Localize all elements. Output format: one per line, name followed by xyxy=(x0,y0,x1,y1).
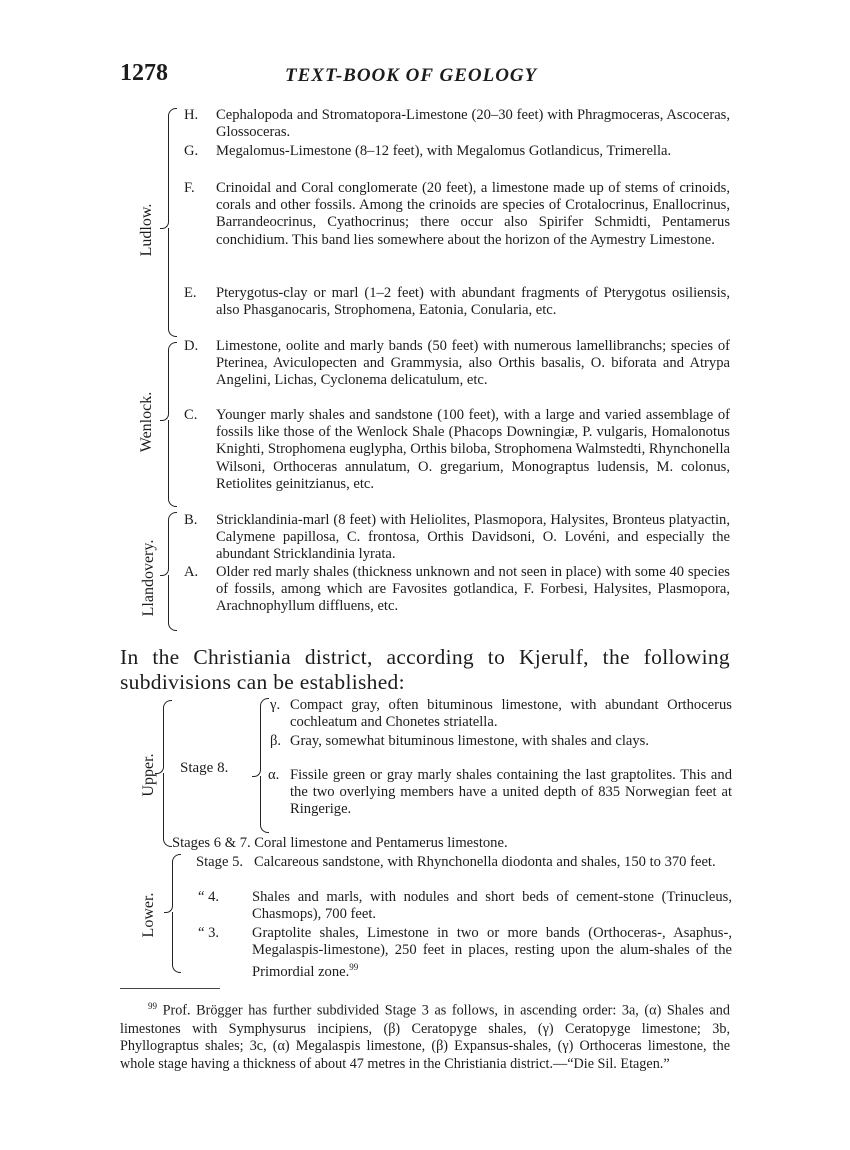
brace-stage8-top xyxy=(260,698,269,769)
entry-text: Gray, somewhat bituminous limestone, with shales and clays. xyxy=(290,733,649,749)
brace-wenlock-lower xyxy=(168,420,177,507)
stage-text: Shales and marls, with nodules and short beds of cement-stone (Trinucleus, Chasmops), 700 feet. xyxy=(252,889,732,923)
entry-letter: α. xyxy=(268,767,280,783)
entry-letter: G. xyxy=(184,143,199,159)
footnote-rule xyxy=(120,988,220,989)
brace-upper-top xyxy=(163,700,172,766)
brace-wenlock-upper xyxy=(168,342,177,413)
group-label-wenlock: Wenlock. xyxy=(138,391,155,453)
stages-6-7-line: Stages 6 & 7. Coral limestone and Pentamerus limestone. xyxy=(172,835,508,851)
entry-text: Stricklandinia-marl (8 feet) with Heliolites, Plasmopora, Halysites, Bronteus platyactin, Calymene papillosa, C. frontosa, Orthis Davidsoni, O. Lovéni, and especially the abundant Stricklandinia lyrata. xyxy=(216,512,730,563)
entry-text: Limestone, oolite and marly bands (50 feet) with numerous lamellibranchs; species of Pterinea, Aviculopecten and Grammysia, also Orthis basalis, O. biforata and Atrypa Angelini, Lichas, Cyclonema delicatulum, etc. xyxy=(216,338,730,389)
entry-text: Older red marly shales (thickness unknown and not seen in place) with some 40 species of fossils, among which are Favosites gotlandica, F. Forbesi, Halysites, Plasmopora, Arachnophyllum diffluens, etc. xyxy=(216,564,730,615)
footnote-reference: 99 xyxy=(349,962,359,973)
stage-text xyxy=(252,925,732,981)
stage-3-text: Graptolite shales, Limestone in two or more bands (Orthoceras-, Asaphus-, Megalaspis-limestone), 250 feet in places, resting upon the alum-shales of the Primordial zone. xyxy=(252,925,732,981)
entry-letter: C. xyxy=(184,407,198,423)
footnote-text: Prof. Brögger has further subdivided Stage 3 as follows, in ascending order: 3a, (α) Shales and limestones with Symphysurus incipiens, (β) Ceratopyge shales, (γ) Ceratopyge limestone; 3b, Phyllograptus shales; 3c, (α) Megalaspis limestone, (β) Expansus-shales, (γ) Orthoceras limestone, the whole stage having a thickness of about 47 metres in the Christiania district.—“Die Sil. Etagen.” xyxy=(120,1002,730,1073)
entry-letter: D. xyxy=(184,338,199,354)
group-label-upper: Upper. xyxy=(140,753,157,797)
brace-upper-bottom xyxy=(163,773,172,847)
stage-number: Stage 5. xyxy=(196,854,244,870)
entry-letter: γ. xyxy=(270,697,281,713)
entry-text: Megalomus-Limestone (8–12 feet), with Megalomus Gotlandicus, Trimerella. xyxy=(216,143,672,159)
entry-text: Younger marly shales and sandstone (100 feet), with a large and varied assemblage of fossils like those of the Wenlock Shale (Phacops Downingiæ, P. vulgaris, Homalonotus Knighti, Strophomena euglypha, Orthis biloba, Strophomena Walmstedti, Rhynchonella Wilsoni, Orthoceras annulatum, O. gregarium, Monograptus ludensis, M. colonus, Retiolites geinitzianus, etc. xyxy=(216,407,730,492)
entry-letter: E. xyxy=(184,285,197,301)
brace-llandovery-lower xyxy=(168,575,177,631)
entry-text: Cephalopoda and Stromatopora-Limestone (20–30 feet) with Phragmoceras, Ascoceras, Glossoceras. xyxy=(216,107,730,141)
stage-number: “ 3. xyxy=(198,925,220,941)
entry-text: Fissile green or gray marly shales containing the last graptolites. This and the two overlying members have a united depth of 835 Norwegian feet at Ringerige. xyxy=(290,767,732,818)
brace-stage8-bottom xyxy=(260,776,269,833)
brace-lower-bottom xyxy=(172,912,181,973)
entry-text: Compact gray, often bituminous limestone, with abundant Orthocerus cochleatum and Chonetes striatella. xyxy=(290,697,732,731)
intro-paragraph: In the Christiania district, according to Kjerulf, the following subdivisions can be established: xyxy=(120,645,730,694)
brace-ludlow-upper xyxy=(168,108,177,221)
entry-text: Crinoidal and Coral conglomerate (20 feet), a limestone made up of stems of crinoids, corals and other fossils. Among the crinoids are species of Crotalocrinus, Enallocrinus, Barrandeocrinus, Cyathocrinus; there occur also Spirifer Schmidti, Pentamerus conchidium. This band lies somewhere about the horizon of the Aymestry Limestone. xyxy=(216,180,730,248)
entry-letter: H. xyxy=(184,107,199,123)
running-title: TEXT-BOOK OF GEOLOGY xyxy=(285,65,538,86)
footnote xyxy=(120,998,730,1074)
group-label-ludlow: Ludlow. xyxy=(138,203,155,257)
group-label-lower: Lower. xyxy=(140,892,157,938)
group-label-llandovery: Llandovery. xyxy=(140,539,157,617)
entry-letter: B. xyxy=(184,512,198,528)
stage-number: “ 4. xyxy=(198,889,220,905)
entry-letter: A. xyxy=(184,564,199,580)
entry-text: Pterygotus-clay or marl (1–2 feet) with abundant fragments of Pterygotus osiliensis, also Phasganocaris, Strophomena, Eatonia, Conularia, etc. xyxy=(216,285,730,319)
stage8-label: Stage 8. xyxy=(180,760,229,776)
brace-lower-top xyxy=(172,854,181,905)
brace-llandovery-upper xyxy=(168,512,177,568)
footnote-marker: 99 xyxy=(148,1001,157,1011)
entry-letter: β. xyxy=(270,733,282,749)
page-number: 1278 xyxy=(120,60,168,86)
entry-letter: F. xyxy=(184,180,195,196)
brace-ludlow-lower xyxy=(168,228,177,337)
stage-text: Calcareous sandstone, with Rhynchonella diodonta and shales, 150 to 370 feet. xyxy=(254,854,716,870)
